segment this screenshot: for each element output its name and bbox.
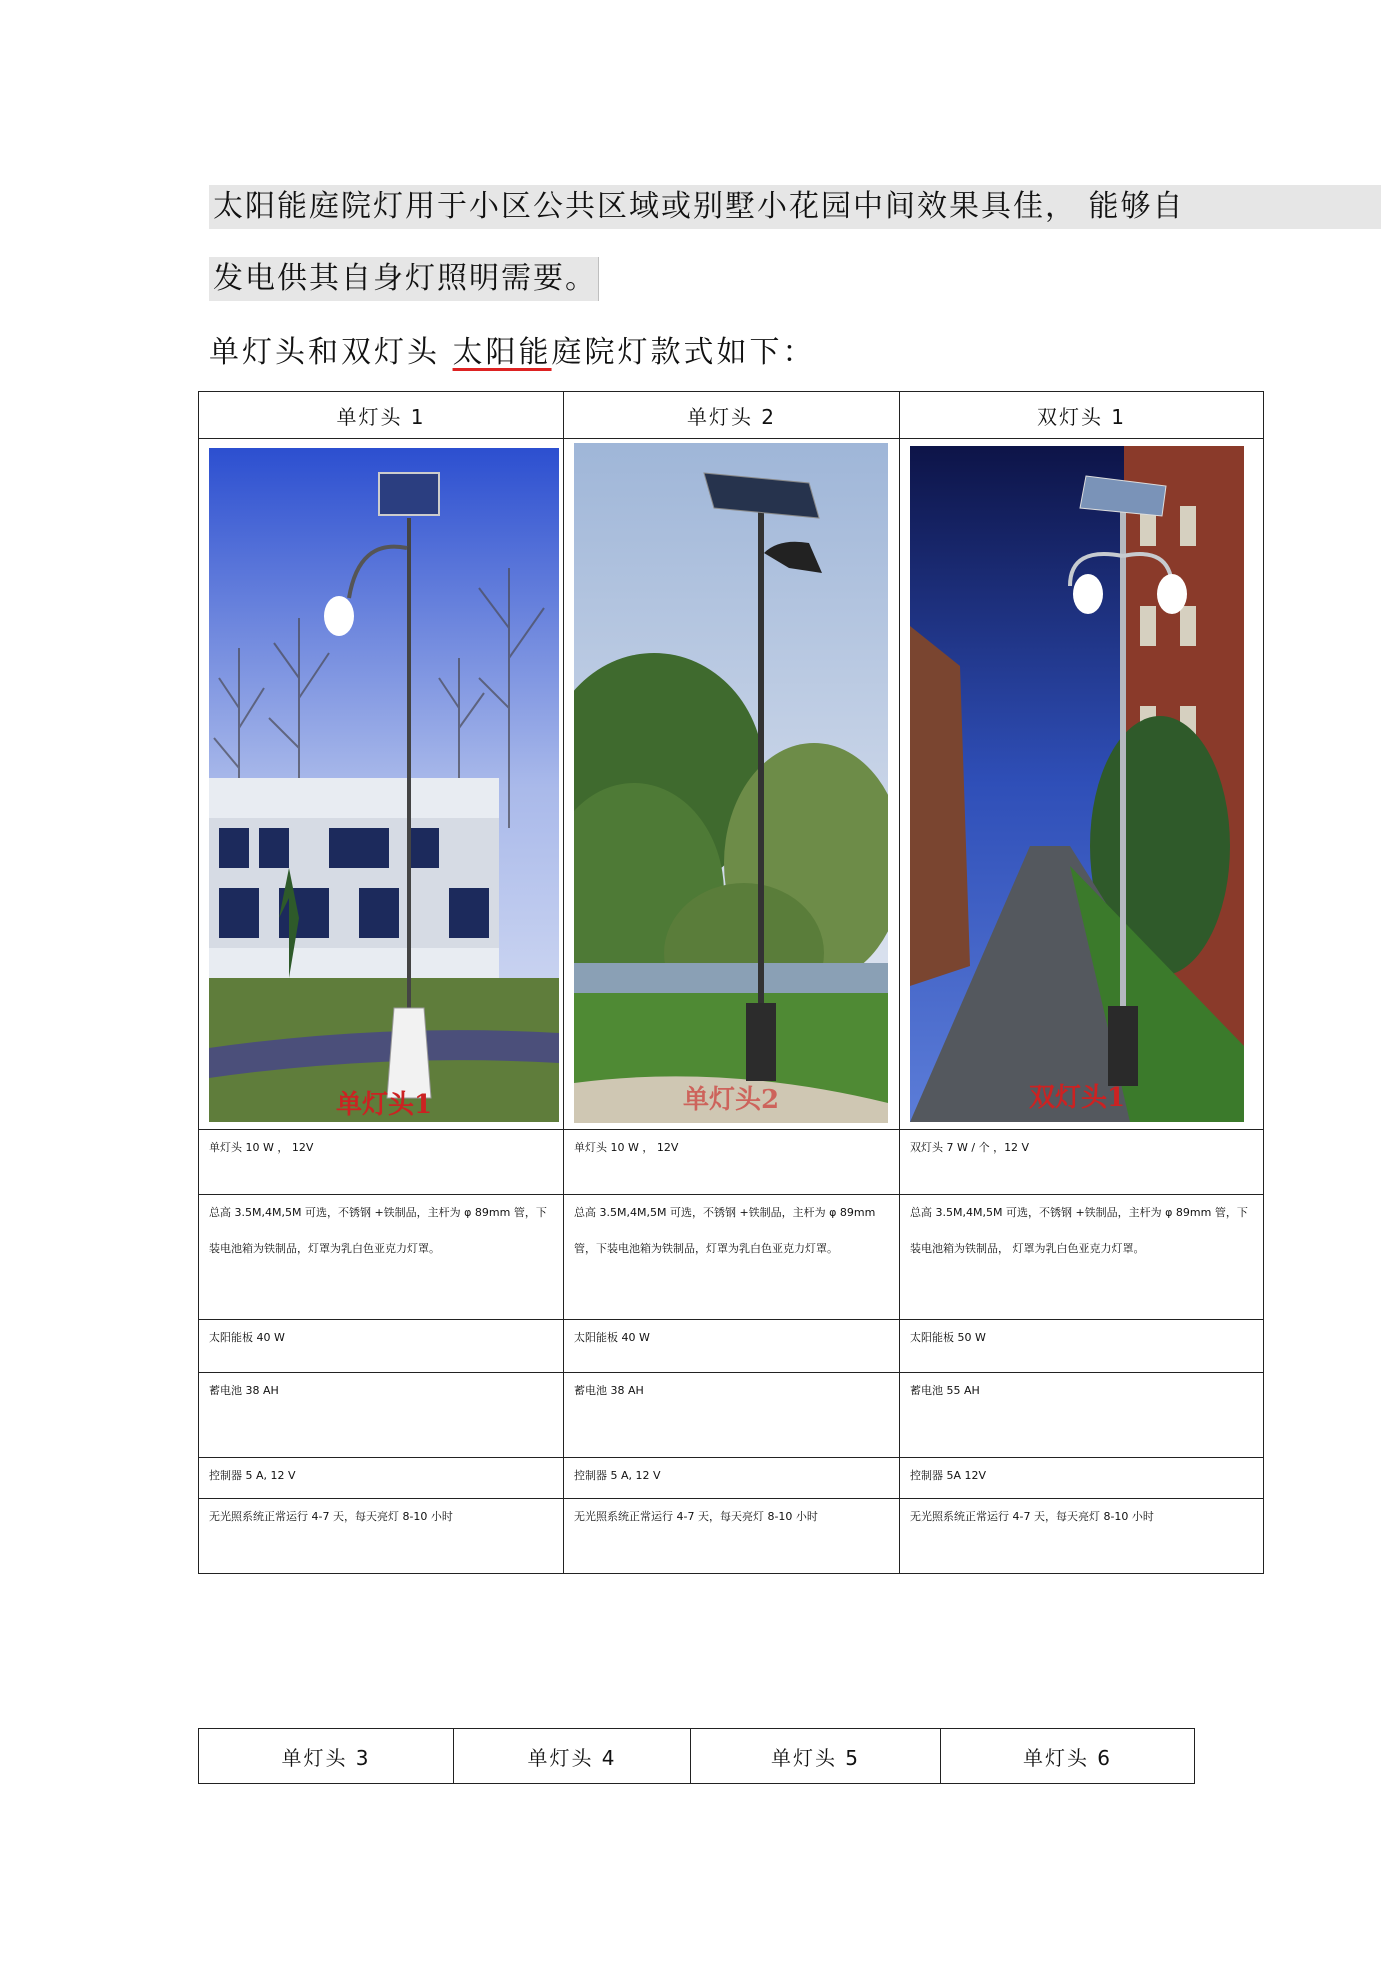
col-header-double-1: 双灯头 1 — [900, 392, 1264, 439]
lamp-spec-table — [198, 391, 1264, 1574]
photo-cell-2 — [564, 439, 900, 1130]
spec-no-light-2: 无光照系统正常运行 4-7 天，每天亮灯 8-10 小时 — [564, 1499, 900, 1574]
spec-solar-panel-3: 太阳能板 50 W — [900, 1320, 1264, 1373]
spec-controller-3: 控制器 5A 12V — [900, 1458, 1264, 1499]
photo-cell-3 — [900, 439, 1264, 1130]
lamp-photo-double-1 — [910, 446, 1244, 1122]
spec-height-1: 总高 3.5M,4M,5M 可选，不锈钢 +铁制品，主杆为 φ 89mm 管，下装电池箱为铁制品，灯罩为乳白色亚克力灯罩。 — [199, 1195, 564, 1320]
col-header-single-2: 单灯头 2 — [564, 392, 900, 439]
spec-controller-2: 控制器 5 A, 12 V — [564, 1458, 900, 1499]
heading-part-a: 单灯头和双灯头 — [209, 335, 453, 370]
spec-wattage-1: 单灯头 10 W ， 12V — [199, 1130, 564, 1195]
col-header-single-6: 单灯头 6 — [941, 1729, 1195, 1784]
spec-wattage-2: 单灯头 10 W ， 12V — [564, 1130, 900, 1195]
spec-solar-panel-1: 太阳能板 40 W — [199, 1320, 564, 1373]
lamp-table-2 — [198, 1728, 1195, 1784]
intro-line-2: 发电供其自身灯照明需要。 — [209, 257, 599, 301]
col-header-single-1: 单灯头 1 — [199, 392, 564, 439]
lamp-photo-single-1 — [209, 448, 559, 1122]
photo-cell-1 — [199, 439, 564, 1130]
spec-height-2: 总高 3.5M,4M,5M 可选，不锈钢 +铁制品，主杆为 φ 89mm 管，下装电池箱为铁制品，灯罩为乳白色亚克力灯罩。 — [564, 1195, 900, 1320]
spec-battery-3: 蓄电池 55 AH — [900, 1373, 1264, 1458]
col-header-single-3: 单灯头 3 — [199, 1729, 454, 1784]
spec-no-light-3: 无光照系统正常运行 4-7 天，每天亮灯 8-10 小时 — [900, 1499, 1264, 1574]
spec-no-light-1: 无光照系统正常运行 4-7 天，每天亮灯 8-10 小时 — [199, 1499, 564, 1574]
spec-height-3: 总高 3.5M,4M,5M 可选，不锈钢 +铁制品，主杆为 φ 89mm 管，下装电池箱为铁制品， 灯罩为乳白色亚克力灯罩。 — [900, 1195, 1264, 1320]
photo-caption: 双灯头1 — [1028, 1083, 1126, 1113]
spec-controller-1: 控制器 5 A, 12 V — [199, 1458, 564, 1499]
heading-part-underlined: 太阳能 — [452, 335, 552, 370]
photo-caption: 单灯头1 — [335, 1090, 433, 1120]
lamp-photo-single-2 — [574, 443, 888, 1123]
spec-battery-1: 蓄电池 38 AH — [199, 1373, 564, 1458]
intro-line-1: 太阳能庭院灯用于小区公共区域或别墅小花园中间效果具佳， 能够自 — [209, 185, 1381, 229]
photo-caption: 单灯头2 — [682, 1085, 780, 1115]
section-heading — [209, 331, 816, 375]
col-header-single-4: 单灯头 4 — [454, 1729, 691, 1784]
spec-solar-panel-2: 太阳能板 40 W — [564, 1320, 900, 1373]
spec-wattage-3: 双灯头 7 W / 个 ，12 V — [900, 1130, 1264, 1195]
heading-part-c: 庭院灯款式如下： — [551, 335, 816, 370]
spec-battery-2: 蓄电池 38 AH — [564, 1373, 900, 1458]
col-header-single-5: 单灯头 5 — [691, 1729, 941, 1784]
